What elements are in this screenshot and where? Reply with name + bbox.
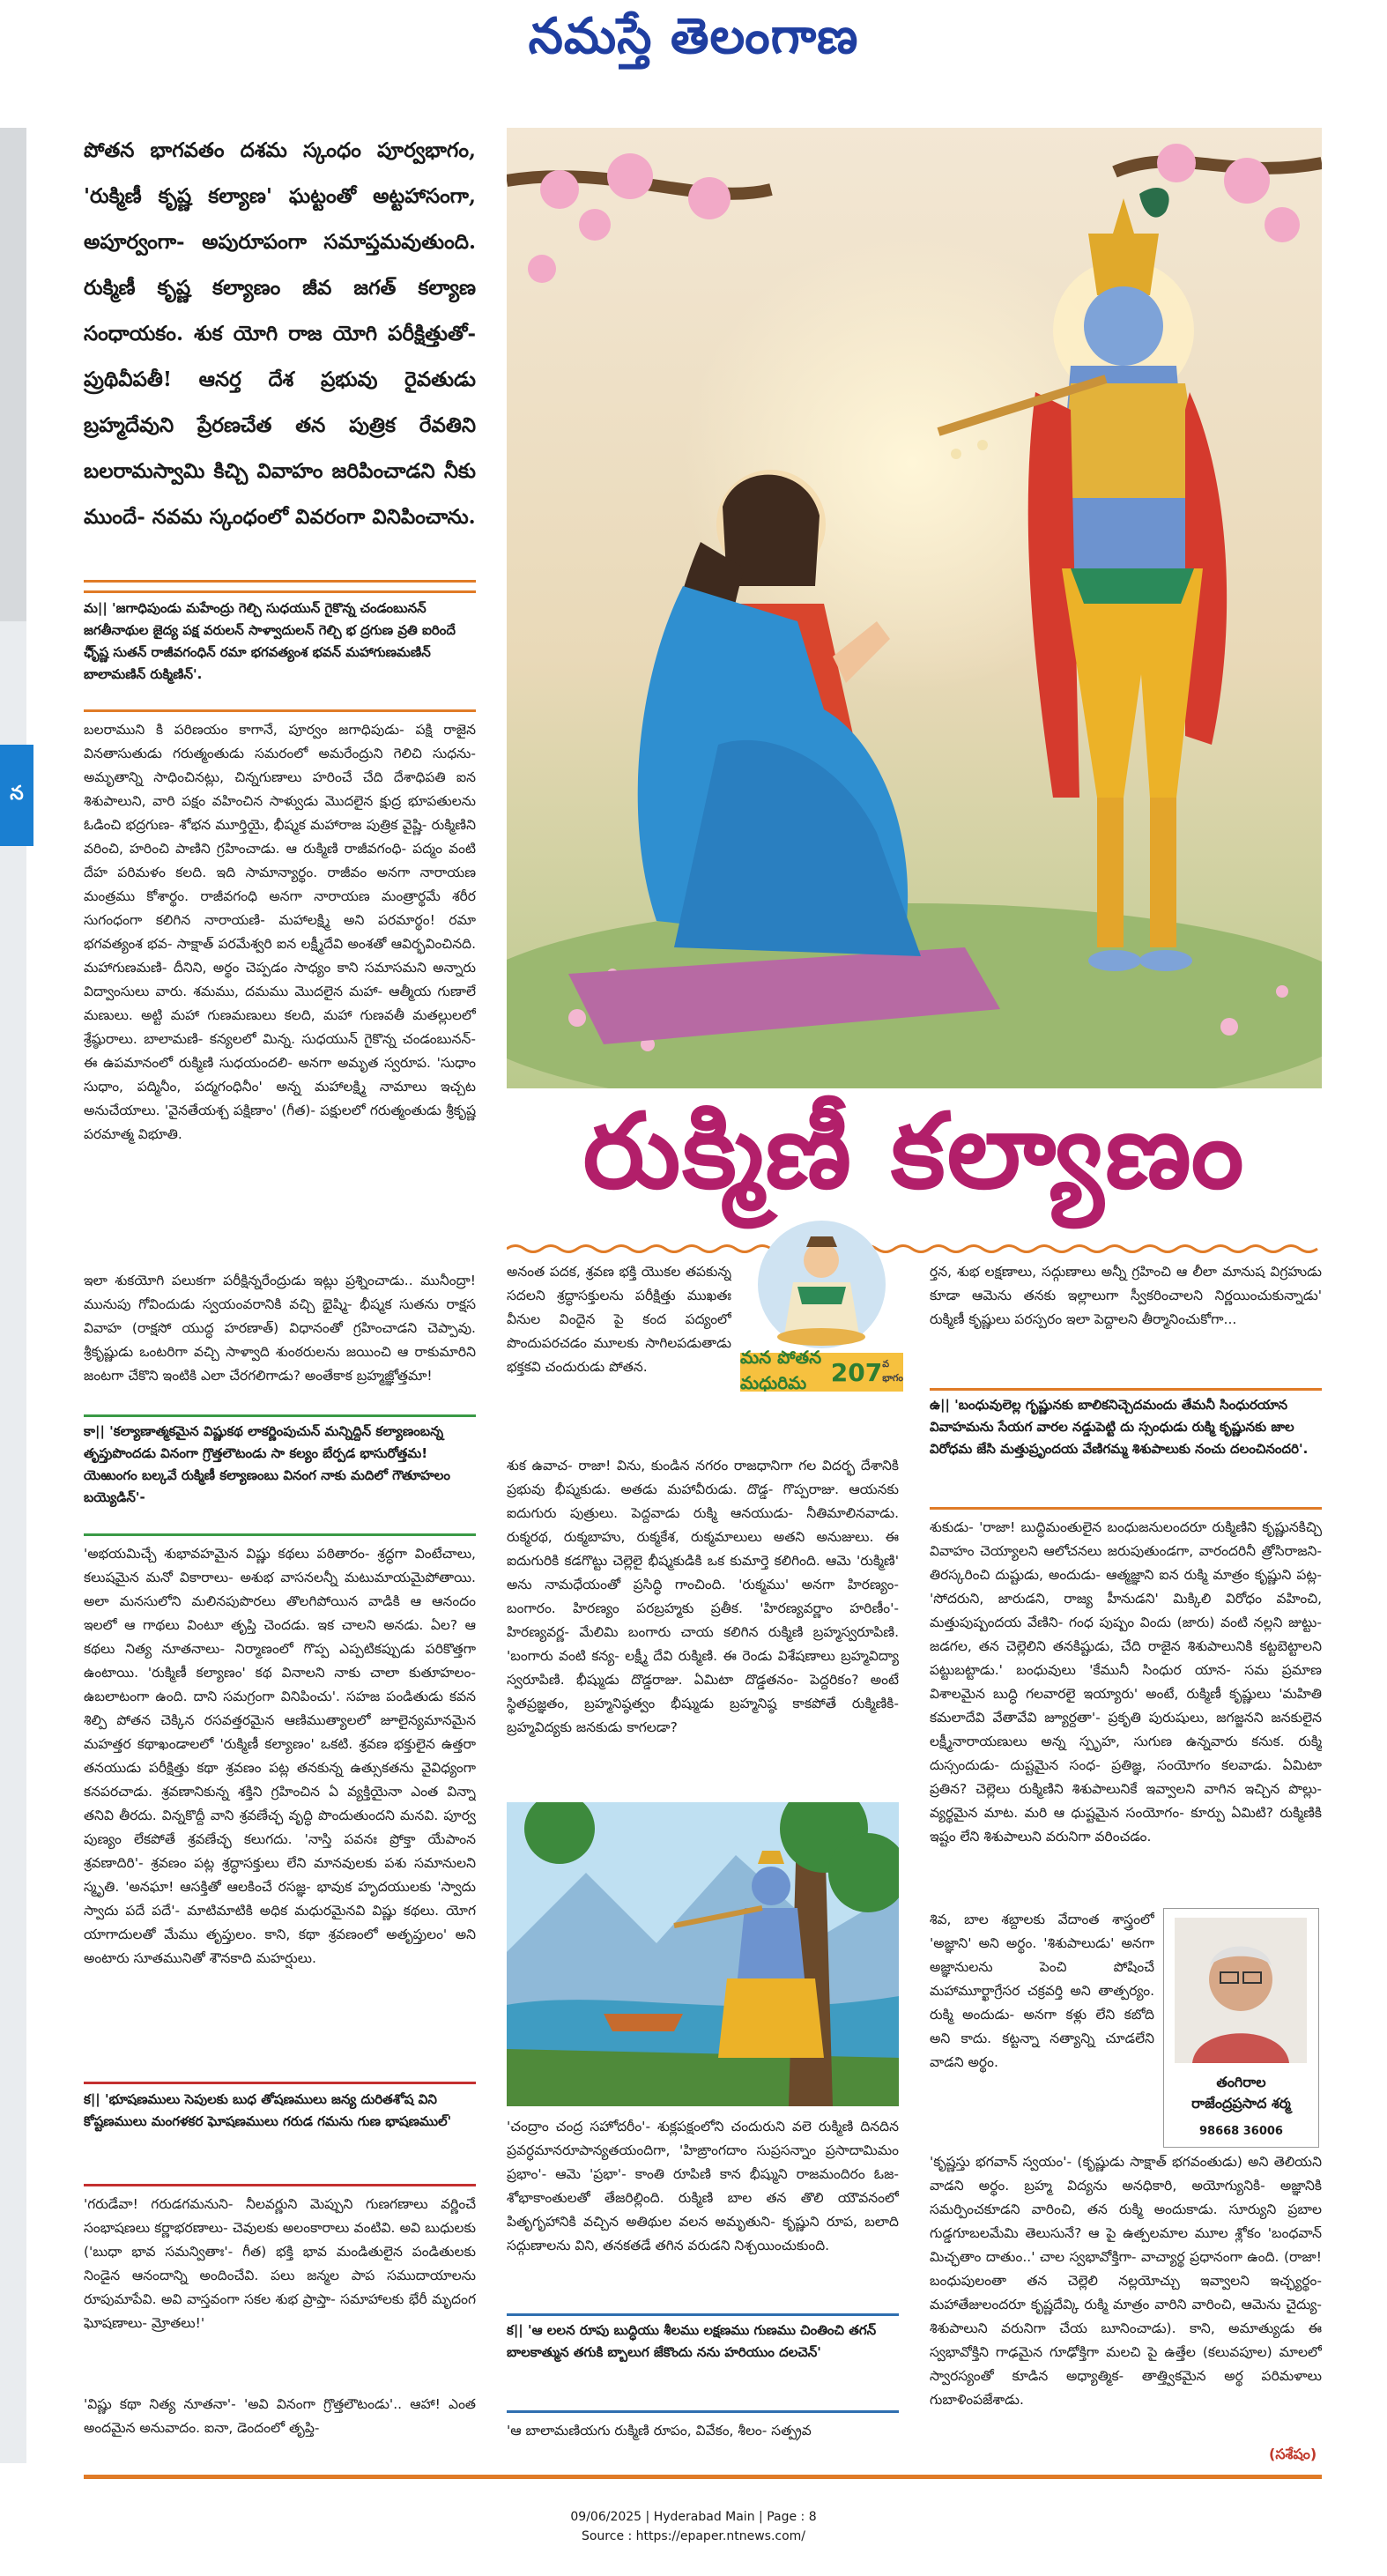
author-phone: 98668 36006 [1199, 2125, 1283, 2138]
series-label [740, 1347, 904, 1393]
column-divider [84, 1414, 476, 1417]
masthead [0, 0, 1387, 88]
intro-paragraph: పోతన భాగవతం దశమ స్కంధం పూర్వభాగం, 'రుక్మిణీ కృష్ణ కల్యాణ' ఘట్టంతో అట్టహాసంగా, అపూర్వంగా- అపురూపంగా సమాప్తమవుతుంది. రుక్మిణీ కృష్ణ కల్యాణం జీవ జగత్ కల్యాణ సంధాయకం. శుక యోగి రాజ యోగి పరీక్షిత్తుతో- ప్రుథివీపతీ! ఆనర్త దేశ ప్రభువు రైవతుడు బ్రహ్మదేవుని ప్రేరణచేత తన పుత్రిక రేవతిని బలరామస్వామి కిచ్చి వివాహం జరిపించాడని నీకు ముందే- నవమ స్కంధంలో వివరంగా వినిపించాను. [84, 138, 476, 529]
series-badge [740, 1221, 903, 1414]
col2-paragraph-2: శుక ఉవాచ- రాజా! విను, కుండిన నగరం రాజధానిగా గల విదర్భ దేశానికి ప్రభువు భీష్మకుడు. అతడు మహావీరుడు. దొడ్డ- గొప్పరాజు. ఆయనకు ఐదుగురు పుత్రులు. పెద్దవాడు రుక్మి ఆనయుడు- నీతిమాలినవాడు. రుక్మరథ, రుక్మబాహు, రుక్మకేశ, రుక్మమాలులు అతని అనుజులు. ఈ ఐదుగురికి కడగొట్టు చెల్లెలై భీష్మకుడికి ఒక కుమార్తె కలిగింది. ఆమె 'రుక్మిణి' అను నామధేయంతో ప్రసిద్ధి గాంచింది. 'రుక్మము' అనగా హిరణ్యం- బంగారం. హిరణ్యం పరబ్రహ్మకు ప్రతీక. 'హిరణ్యవర్ణాం హరిణీం'- హిరణ్యవర్ణ- మేలిమి బంగారు చాయ కలిగిన రుక్మిణి బ్రహ్మస్వరూపిణి. 'బంగారు వంటి కన్య- లక్ష్మీ దేవి రుక్మిణి. ఈ రెండు విశేషణాలు బ్రహ్మవిద్యా స్వరూపిణి. భీష్ముడు దొడ్డరాజు. ఏమిటా దొడ్డతనం- పెద్దరికం? అంటే స్థితప్రజ్ఞతం, బ్రహ్మనిష్ఠత్వం భీష్ముడు బ్రహ్మనిష్ఠ కాకపోతే రుక్మిణికి- బ్రహ్మవిద్యకు జనకుడు కాగలడా? [507, 1458, 899, 1735]
page-footer [0, 2507, 1387, 2546]
col1-paragraph-4: 'గరుడేవా! గరుడగమనుని- నీలవర్ణుని మెప్పుని గుణగణాలు వర్ణించే సంభాషణలు కర్ణాభరణాలు- చెవులకు అలంకారాలు వంటివి. అవి బుధులకు ('బుధా భావ సమన్వితాః'- గీత) భక్తి భావ మండితులైన పండితులకు నిండైన ఆనందాన్ని అందించేవి. పలు జన్మల పాప సముదాయాలను రూపుమాపేవి. అవి వాస్తవంగా సకల శుభ ప్రాప్తా- సమాహాలకు భేరీ మృదంగ ఘోషణాలు- మ్రోతలు!' [84, 2196, 476, 2331]
intro-divider [84, 580, 476, 583]
footer-source: Source : https://epaper.ntnews.com/ [581, 2529, 806, 2543]
col1-paragraph-2: ఇలా శుకయోగి పలుకగా పరీక్షిన్నరేంద్రుడు ఇట్లు ప్రశ్నించాడు.. మునీంద్రా! మునుపు గోవిందుడు స్వయంవరానికి వచ్చి భైష్మి- భీష్మక సుతను రాక్షస వివాహ (రాక్షసో యుద్ధ హరణాత్) విధానంతో గ్రహించాడని చెప్పావు. శ్రీకృష్ణుడు ఒంటరిగా వచ్చి సాళ్వాది శుంఠరులను జయించి ఆ రాకుమారిని జంటగా చేకొని ఇంటికి ఎలా చేరగలిగాడు? అంతేకాక బ్రహ్మజ్ఞోత్తమా! [84, 1273, 476, 1384]
column-divider [84, 590, 476, 593]
poet-illustration [758, 1221, 886, 1348]
col3-paragraph-3: శివ, బాల శబ్దాలకు వేదాంత శాస్త్రంలో 'అజ్ఞాని' అని అర్థం. 'శిశుపాలుడు' అనగా అజ్ఞానులను పెంచి పోషించే మహామూర్ఖాగ్రేసర చక్రవర్తి అని తాత్పర్యం. రుక్మి అందుడు- అనగా కళ్లు లేని కబోది అని కాదు. కట్టన్నా నత్యాన్ని చూడలేని వాడని అర్థం. [930, 1912, 1154, 2070]
column-divider [84, 2184, 476, 2186]
col3-poem-1: ఉ|| 'బంధువులెల్ల గృష్ణునకు బాలికనిచ్చెదమందు తేమనీ సింధురయాన వివాహమను సేయగ వారల నడ్డుపెట్టి దు స్సంధుడు రుక్మి కృష్ణునకు జాల విరోధమ జేసి మత్తుప్రృందయ వేణిగమ్మ శిశుపాలుకు నంచు దలంచినందరి'. [930, 1397, 1309, 1457]
krishna-flute-art [507, 1802, 899, 2106]
column-divider [84, 1533, 476, 1536]
col1-poem-1: మ|| 'జగాధిపుండు మహేంద్రు గెల్చి సుధయున్ గైకొన్న చండంబునన్ జగతీనాథుల జైద్య పక్ష వరులన్ సాళ్వాదులన్ గెల్చి భ ద్రగుణ వ్రతి ఐరిందే ఛీ్ృష్ణ సుతన్ రాజీవగంధిన్ రమా భగవత్యంశ భవన్ మహాగుణమణిన్ బాలామణిన్ రుక్మిణిన్'. [84, 600, 456, 682]
col1-paragraph-5: 'విష్ణు కథా నిత్య నూతనా'- 'అవి వినంగా గ్రొత్తలౌటండు'.. ఆహా! ఎంత అందమైన అనువాదం. ఐనా, డెందంలో తృప్తి- [84, 2396, 476, 2436]
author-name-line-2: రాజేంద్రప్రసాద శర్మ [1191, 2095, 1291, 2112]
col2-paragraph-4: 'ఆ బాలామణియగు రుక్మిణి రూపం, వివేకం, శీలం- సత్ప్రవ [507, 2423, 812, 2439]
viewer-side-strip-shade [0, 128, 26, 621]
continued-marker: (సశేషం) [1269, 2446, 1317, 2462]
footer-edition-info: 09/06/2025 | Hyderabad Main | Page : 8 [570, 2510, 817, 2524]
col2-paragraph-1: అనంత పదక, శ్రవణ భక్తి యొకల తపకున్న సదలని శ్రద్ధాసక్తులను పరీక్షిత్తు ముఖతః వీనుల విందైన పై కంద పద్యంలో పొందుపరచడం మూలకు సాగిలపడుతాడు భక్తకవి చందురుడు పోతన. [507, 1264, 731, 1375]
author-portrait-icon [1175, 1918, 1307, 2063]
author-name-line-1: తంగిరాల [1216, 2074, 1266, 2090]
side-page-tab-label: న [10, 782, 24, 805]
col2-paragraph-3: 'చంద్రాం చంద్ర సహోదరీం'- శుక్లపక్షంలోని చందురుని వలె రుక్మిణి దినదిన ప్రవర్ధమానరూపాన్యతయందిగా, 'హిఙ్రాంగదాం సుప్రసన్నాం ప్రసాదామిమం ప్రభాం'- ఆమె 'ప్రభా'- కాంతి రూపిణి కాన భీష్ముని రాజమందిరం ఓజ- శోభాకాంతులతో తేజరిల్లింది. రుక్మిణి బాల తన తొలి యౌవనంలో పితృగృహానికి వచ్చిన అతిథుల వలన అమృతుని- కృష్ణుని రూప, బలాది సద్గుణాలను విని, తనకతడే తగిన వరుడని నిశ్చయించుకుంది. [507, 2119, 899, 2253]
side-page-tab[interactable] [0, 745, 33, 846]
poet-figure-icon [758, 1221, 886, 1348]
column-divider [84, 2082, 476, 2084]
title-decorative-border [507, 1243, 1322, 1255]
col1-poem-2: కా|| 'కల్యాణాత్మకమైన విష్ణుకథ లాకర్ణింపుచున్ మన్నిద్దిన్ కల్యాణంబన్న తృప్తుపొందడు వినంగా గ్రొత్తలౌటండు సా కల్యం బేర్పడ భాసురోత్తమ! యెఱుంగం బల్కవే రుక్మిణీ కల్యాణంబు వినంగ నాకు మదిలో గౌతూహలం బయ్యెడిన్'- [84, 1423, 451, 1505]
col3-paragraph-2: శుకుడు- 'రాజా! బుద్ధిమంతులైన బంధుజనులందరూ రుక్మిణిని కృష్ణునకిచ్చి వివాహం చెయ్యాలని ఆలోచనలు జరుపుతుండగా, వారందరినీ త్రోసిరాజని- తిరస్కరించి దుష్టుడు, అందుడు- ఆత్మజ్ఞాని ఐన రుక్మి మాత్రం కృష్ణుని పట్ల- 'సోదరుని, జారుడని, రాజ్య హీనుడని' మిక్కిలి విరోధం వహించి, మత్తుపుష్పందయ వేణిని- గంధ పుష్పం విందు (జారు) వంటి నల్లని జుట్టు- జడగల, తన చెల్లెలిని తనకిష్టుడు, చేది రాజైన శిశుపాలునికి కట్టబెట్టాలని పట్టుబట్టాడు.' బంధువులు 'కేమునీ సింధుర యాన- సమ ప్రమాణ విశాలమైన బుద్ధి గలవారలై ఇయ్యారు' అంటే, రుక్మిణీ కృష్ణులు 'మహితి కమలాదేవి వేతావేవి జ్యూర్దతా'- ప్రకృతి పురుషులు, జగజ్జనని జనకులైన లక్ష్మీనారాయణులు అన్న స్పృహ, సుగుణ ఉన్నవారు కనుక. రుక్మి దుస్సందుడు- దుష్టమైన సంధ- ప్రతిజ్ఞ, సంయోగం కలవాడు. ఏమిటా ప్రతిన? చెల్లెలు రుక్మిణిని శిశుపాలునికే ఇవ్వాలని వాగిన ఇచ్చిన పొల్లు- వ్యర్థమైన మాట. మరి ఆ ధుష్టమైన సంయోగం- కూర్పు ఏమిటి? రుక్మిణికి ఇష్టం లేని శిశుపాలుని వరునిగా వరించడం. [930, 1519, 1322, 1845]
col3-paragraph-4: 'కృష్ణస్తు భగవాన్ స్వయం'- (కృష్ణుడు సాక్షాత్ భగవంతుడు) అని తెలియని వాడని అర్థం. బ్రహ్మ విద్యను అనధికారి, అయోగ్యునికి- అజ్ఞానికి సమర్పించకూడని వారించి, తన రుక్మి అందుకాడు. సూర్యుని ప్రబాల గుడ్డగూబలమేమి తెలుసునే? ఆ పై ఉత్పలమాల మూల శ్లోకం 'బంధవాన్ మిచ్ఛతాం దాతుం..' చాల స్వభావోక్తిగా- వాచ్యార్థ ప్రధానంగా ఉంది. (రాజా! బంధుపులంతా తన చెల్లెలి నల్లయోచ్చు ఇవ్వాలని ఇచ్ఛ్యర్థం- మహాతేజులందరూ కృష్ణదేవ్కి రుక్మి మాత్రం వారిని వారించి, ఆమెను చైద్యు- శిశుపాలుని వరునిగా చేయ బూనించాడు). కాని, అమాత్యుడు ఈ స్వభావోక్తిని గాఢమైన గూఢోక్తిగా మలచి పై ఉత్తేల (కలువపూల) మాలలో స్వారస్యంతో కూడిన అధ్యాత్మిక- తాత్త్వికమైన అర్థ పరిమళాలు గుబాళింపజేశాడు. [930, 2154, 1322, 2408]
article-title [507, 1088, 1322, 1238]
column-divider [507, 2313, 899, 2316]
column-divider [930, 1388, 1322, 1391]
krishna-flute-illustration [507, 1802, 899, 2106]
col3-paragraph-1: ర్తన, శుభ లక్షణాలు, సద్గుణాలు అన్నీ గ్రహించి ఆ లీలా మానుష విగ్రహుడు కూడా ఆమెను తనకు ఇల్లాలుగా స్వీకరించాలని నిర్ణయించుకున్నాడు' రుక్మిణీ కృష్ణులు పరస్పరం ఇలా పెద్దాలని తీర్మానించుకోగా... [930, 1264, 1322, 1327]
column-divider [930, 1507, 1322, 1510]
article-title-text: రుక్మిణీ కల్యాణం [582, 1089, 1246, 1212]
hero-illustration-art [507, 128, 1322, 1088]
hero-illustration-krishna-rukmini [507, 128, 1322, 1088]
col1-poem-3: క|| 'భూషణములు సెపులకు బుధ తోషణములు జన్య దురితశోష విని కోష్టణములు మంగళకర ఘోషణములు గరుడ గమను గుణ భాషణముల్' [84, 2091, 452, 2129]
author-photo [1175, 1918, 1307, 2063]
column-divider [84, 709, 476, 712]
series-name: మన పోతన మధురిమ [740, 1347, 822, 1393]
col2-poem-1: క|| 'ఆ లలన రూపు బుద్ధియు శీలము లక్షణము గుణము చింతించి తగన్ బాలకాత్మున తగుకి బ్బాలుగ జేకొందు నను హరియుం దలచెన్' [507, 2322, 877, 2360]
series-suffix: వ భాగం [882, 1358, 904, 1384]
page-bottom-rule [84, 2475, 1322, 2479]
col1-paragraph-3: 'అభయమిచ్చే శుభావహమైన విష్ణు కథలు పఠితారం- శ్రద్ధగా వింటేచాలు, కలుషమైన మనో వికారాలు- అశుభ వాసనలన్నీ మటుమాయమైపోతాయి. అలా మనసులోని మలినపుపొరలు తొలగిపోయిన వాడికి ఆ ఆనందం ఇలలో ఆ గాథలు వింటూ తృప్తి చెందడు. ఇక చాలని అనడు. ఏల? ఆ కథలు నిత్య నూతనాలు- నిర్మాణంలో గొప్ప ఎప్పటికప్పుడు పరికొత్తగా ఉంటాయి. 'రుక్మిణీ కల్యాణం' కథ వినాలని నాకు చాలా కుతూహలం- ఉబలాటంగా ఉంది. దాని సమగ్రంగా వినిపించు'. సహజ పండితుడు కవన శిల్పి పోతన చెక్కిన రసవత్తరమైన ఆణిముత్యాలలో జూలైన్యమానమైన మహత్తర కథాఖండాలలో 'రుక్మిణీ కల్యాణం' ఒకటి. శ్రవణ భక్తులైన ఉత్తరా తనయుడు పరీక్షిత్తు కథా శ్రవణం పట్ల తనకున్న ఉత్సుకతను వైవిధ్యంగా కనపరచాడు. శ్రవణానికున్న శక్తిని గ్రహించిన ఏ వ్యక్తియైనా ఎంత విన్నా తనివి తీరదు. విన్నకొద్దీ వాని శ్రవణేచ్ఛ వృద్ధి పొందుతుందని మనవి. పూర్వ పుణ్యం లేకపోతే శ్రవణేచ్ఛ కలుగదు. 'నాస్తి పవనః ప్రోక్తా యేపాంన శ్రవణాదిరి'- శ్రవణం పట్ల శ్రద్ధాసక్తులు లేని మానవులకు పశు సమానులని స్మృతి. 'అనఘా! ఆసక్తితో ఆలకించే రసజ్ఞ- భావుక హృదయులకు 'స్వాదు స్వాదు పదే పదే'- మాటిమాటికి అధిక మధురమైనవి విష్ణు కథలు. యోగ యాగాదులతో మేము తృప్తులం. కాని, కథా శ్రవణంలో అతృప్తులం' అని అంటారు సూతమునితో శౌనకాది మహర్షులు. [84, 1546, 476, 1966]
author-box [1163, 1908, 1319, 2148]
newspaper-title: నమస్తే తెలంగాణ [528, 7, 859, 65]
column-divider [507, 2410, 899, 2413]
col1-paragraph-1: బలరాముని కి పరిణయం కాగానే, పూర్వం జగాధిపుడు- పక్షి రాజైన వినతాసుతుడు గరుత్మంతుడు సమరంలో అమరేంద్రుని గెలిచి సుధను- అమృతాన్ని సాధించినట్లు, చిన్నగుణాలు హరించే చేది దేశాధిపతి ఐన శిశుపాలుని, వారి పక్షం వహించిన సాళ్వుడు మొదలైన క్షుద్ర భూపతులను ఓడించి భద్రగుణ- శోభన మూర్తియై, భీష్మక మహారాజ పుత్రిక వైష్ణి- రుక్మిణిని వరించి, హరించి పాణిని గ్రహించాడు. ఆ రుక్మిణి రాజీవగంధి- పద్మం వంటి దేహ పరిమళం కలది. ఇది సామాన్యార్థం. రాజీవం అనగా నారాయణ మంత్రము కోశార్థం. రాజీవగంధి అనగా నారాయణ మంత్రార్థమే శరీర సుగంధంగా కలిగిన నారాయణి- మహాలక్ష్మి అని పరమార్థం! రమా భగవత్యంశ భవ- సాక్షాత్ పరమేశ్వరి ఐన లక్ష్మీదేవి అంశతో ఆవిర్భవించినది. మహాగుణమణి- దీనిని, అర్థం చెప్పడం సాధ్యం కాని సమాసమని అన్నారు విద్వాంసులు వారు. శమము, దమము మొదలైన మహా- ఆత్మీయ గుణాలే మణులు. అట్టి మహా గుణమణులు కలది, మహా గుణవతీ మతల్లులలో శ్రేష్ఠురాలు. బాలామణి- కన్యలలో మిన్న. సుధయున్ గైకొన్న చండంబునన్- ఈ ఉపమానంలో రుక్మిణి సుధయందలి- అనగా అమృత స్వరూప. 'సుధాం సుధాం, పద్మినీం, పద్మగంధినీం' అన్న మహాలక్ష్మి నామాలు ఇచ్చట అనుచేయాలు. 'వైనతేయశ్చ పక్షిణాం' (గీత)- పక్షులలో గరుత్మంతుడు శ్రీకృష్ణ పరమాత్మ విభూతి. [84, 722, 476, 1142]
author-name [1164, 2072, 1318, 2114]
series-number: 207 [830, 1357, 883, 1387]
